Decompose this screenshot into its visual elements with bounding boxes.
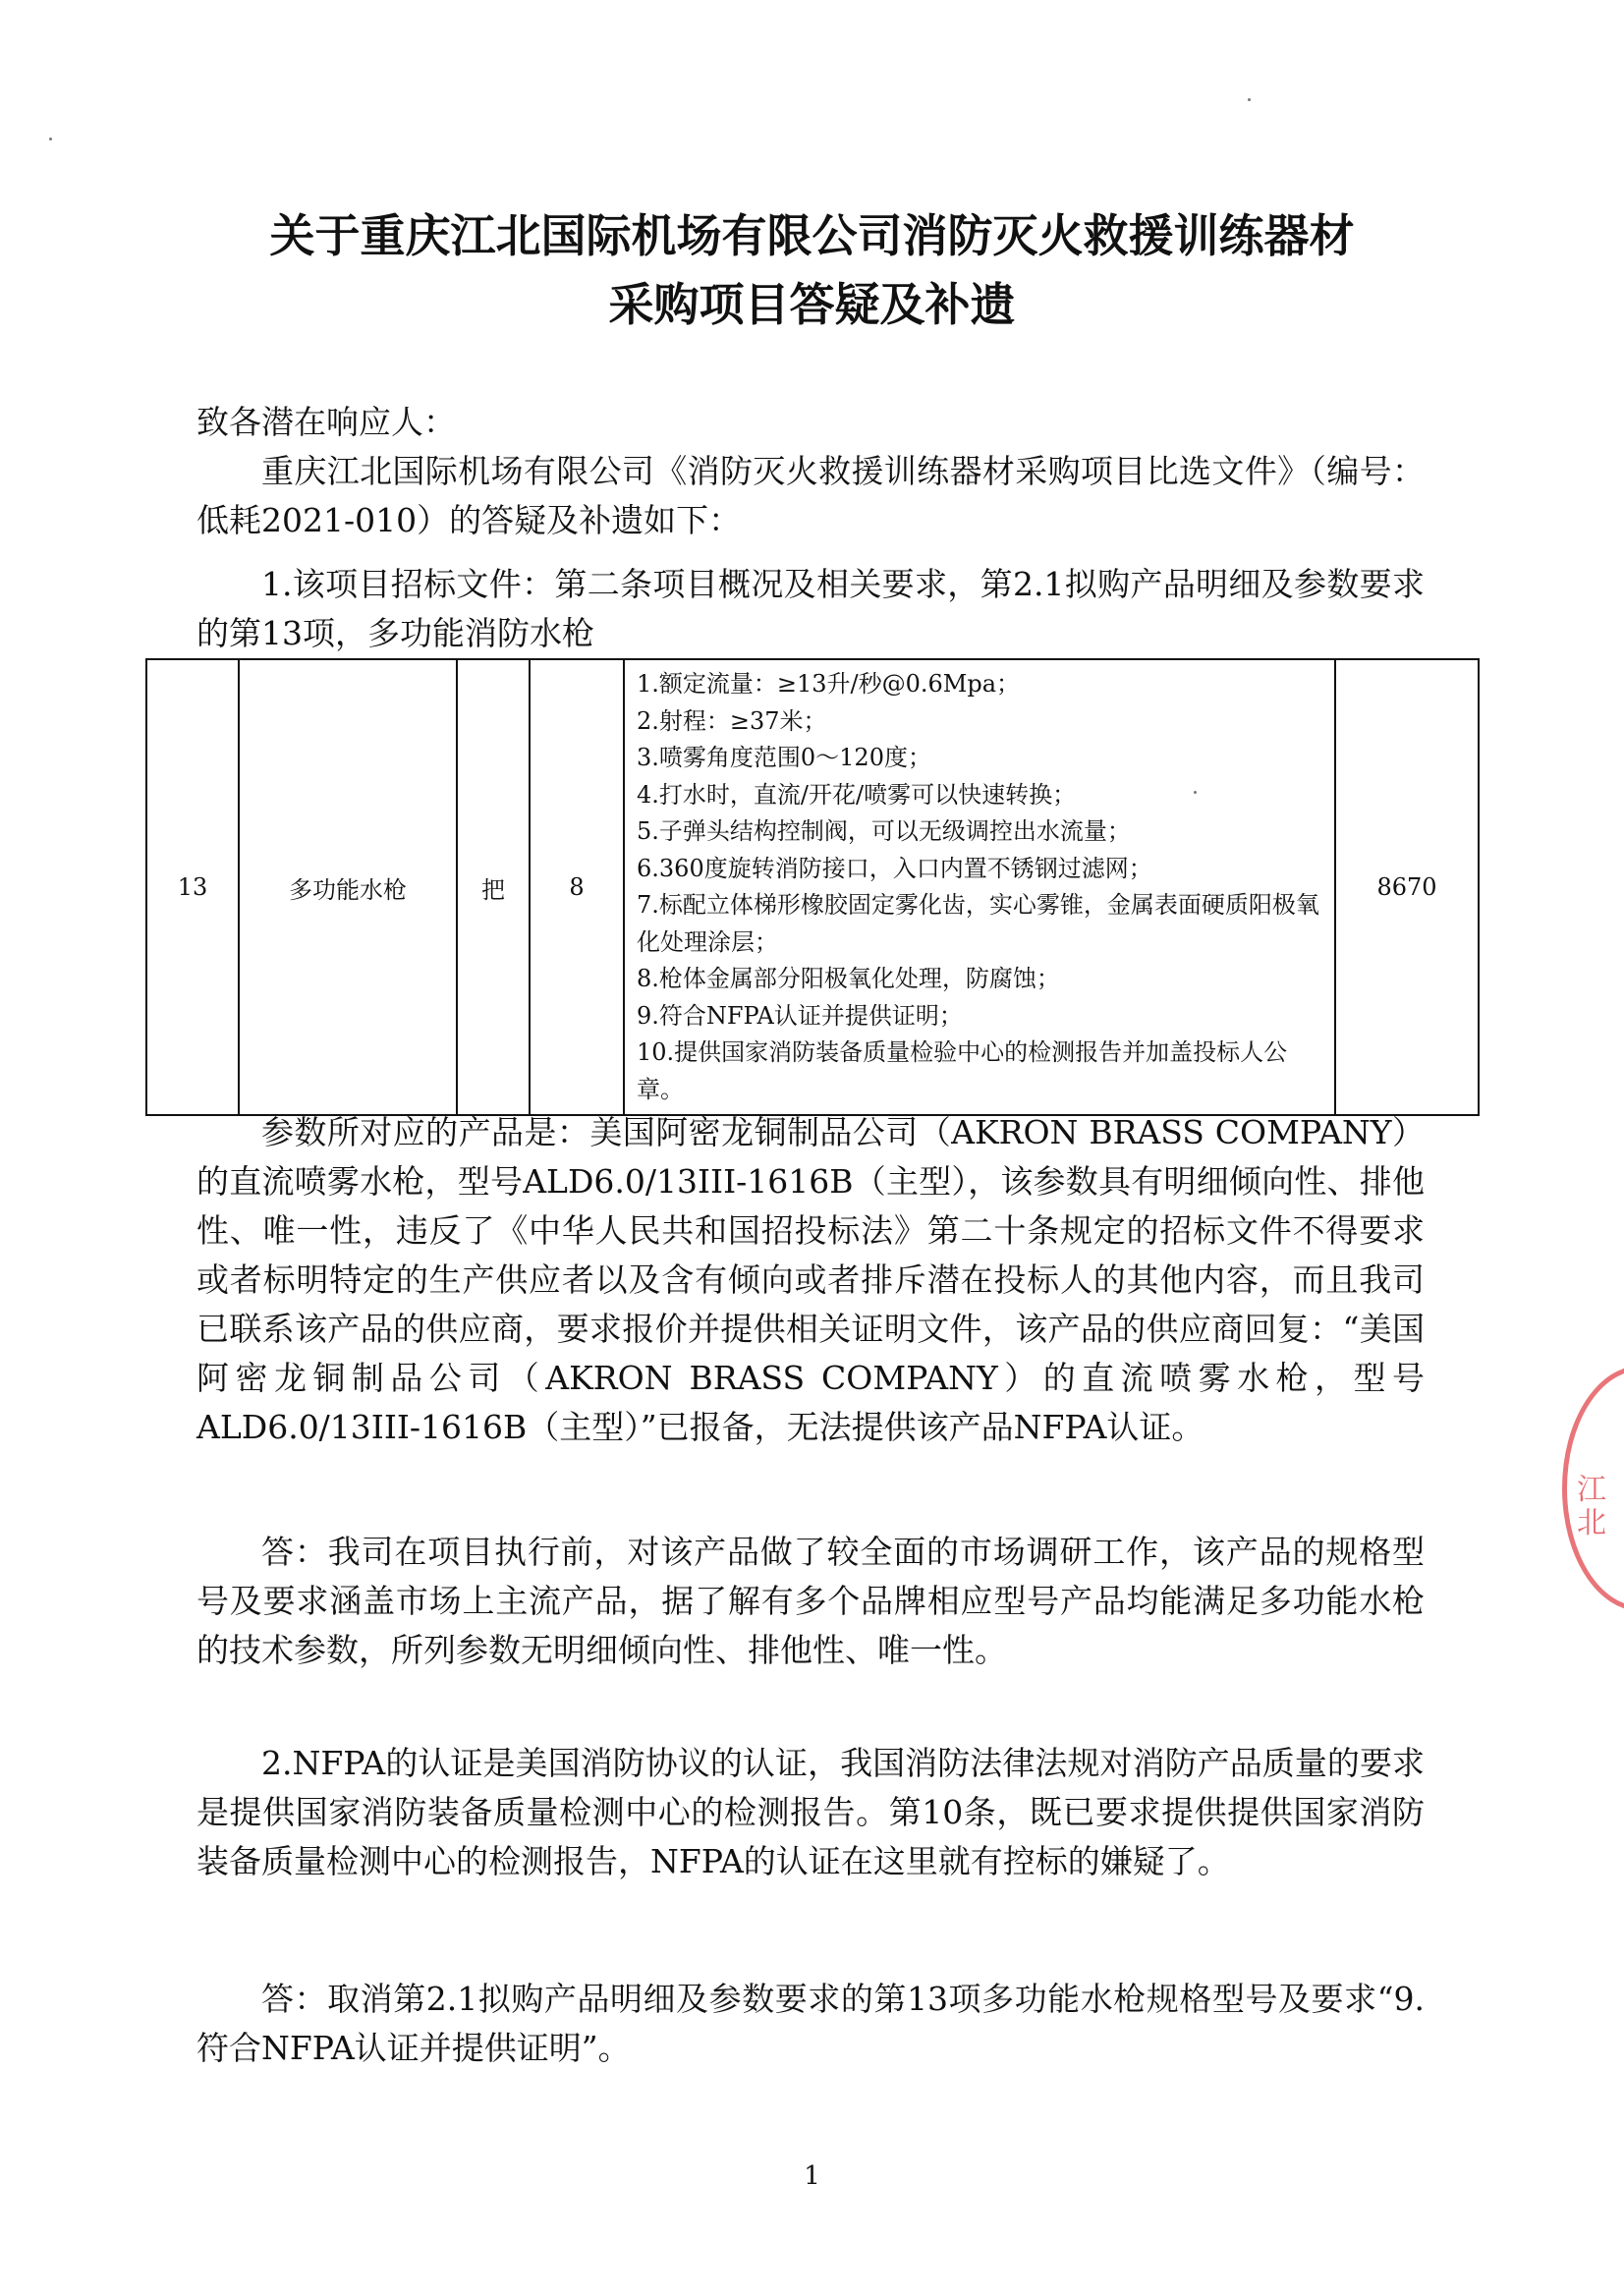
item-name-cell: 多功能水枪 bbox=[239, 659, 457, 1115]
spec-table bbox=[145, 658, 1480, 1116]
intro-paragraph: 重庆江北国际机场有限公司《消防灭火救援训练器材采购项目比选文件》（编号：低耗2021-010）的答疑及补遗如下： bbox=[196, 452, 1425, 539]
official-seal-text: 江北 bbox=[1577, 1473, 1606, 1540]
requirement-item: 1.额定流量：≥13升/秒@0.6Mpa； bbox=[637, 670, 1021, 698]
requirement-item: 5.子弹头结构控制阀，可以无级调控出水流量； bbox=[637, 817, 1131, 845]
unit-cell: 把 bbox=[457, 659, 530, 1115]
requirement-item: 2.射程：≥37米； bbox=[637, 706, 827, 735]
requirement-item: 6.360度旋转消防接口，入口内置不锈钢过滤网； bbox=[637, 854, 1152, 882]
scan-speck bbox=[49, 138, 52, 140]
answer-1: 答：我司在项目执行前，对该产品做了较全面的市场调研工作，该产品的规格型号及要求涵盖市场上主流产品，据了解有多个品牌相应型号产品均能满足多功能水枪的技术参数，所列参数无明细倾向性、排他性、唯一性。 bbox=[196, 1533, 1425, 1669]
scan-speck bbox=[1248, 98, 1251, 101]
salutation: 致各潜在响应人： bbox=[196, 403, 456, 441]
item-number-cell: 13 bbox=[146, 659, 239, 1115]
document-title-line-1: 关于重庆江北国际机场有限公司消防灭火救援训练器材 bbox=[269, 209, 1355, 262]
question-1: 1.该项目招标文件：第二条项目概况及相关要求，第2.1拟购产品明细及参数要求的第13项，多功能消防水枪 bbox=[196, 565, 1425, 652]
requirement-item: 4.打水时，直流/开花/喷雾可以快速转换； bbox=[637, 780, 1077, 809]
document-title-line-2: 采购项目答疑及补遗 bbox=[608, 278, 1016, 331]
question-1-body: 参数所对应的产品是：美国阿密龙铜制品公司（AKRON BRASS COMPANY）的直流喷雾水枪，型号ALD6.0/13III-1616B（主型），该参数具有明细倾向性、排他性、唯一性，违反了《中华人民共和国招投标法》第二十条规定的招标文件不得要求或者标明特定的生产供应者以及含有倾向或者排斥潜在投标人的其他内容，而且我司已联系该产品的供应商，要求报价并提供相关证明文件，该产品的供应商回复：“美国阿密龙铜制品公司（AKRON BRASS COMPANY）的直流喷雾水枪，型号ALD6.0/13III-1616B（主型）”已报备，无法提供该产品NFPA认证。 bbox=[196, 1113, 1425, 1446]
scan-speck bbox=[1194, 791, 1197, 794]
table-row bbox=[146, 659, 1479, 1115]
requirement-item: 3.喷雾角度范围0～120度； bbox=[637, 744, 931, 771]
requirements-cell bbox=[624, 659, 1335, 1115]
answer-2: 答：取消第2.1拟购产品明细及参数要求的第13项多功能水枪规格型号及要求“9.符合NFPA认证并提供证明”。 bbox=[196, 1980, 1425, 2067]
requirement-item: 7.标配立体梯形橡胶固定雾化齿，实心雾锥，金属表面硬质阳极氧化处理涂层； bbox=[637, 891, 1319, 956]
requirement-item: 10.提供国家消防装备质量检验中心的检测报告并加盖投标人公章。 bbox=[637, 1038, 1288, 1103]
requirement-item: 8.枪体金属部分阳极氧化处理，防腐蚀； bbox=[637, 965, 1060, 992]
page-number: 1 bbox=[804, 2161, 820, 2191]
requirement-item: 9.符合NFPA认证并提供证明； bbox=[637, 1001, 963, 1030]
question-2: 2.NFPA的认证是美国消防协议的认证，我国消防法律法规对消防产品质量的要求是提供国家消防装备质量检测中心的检测报告。第10条，既已要求提供提供国家消防装备质量检测中心的检测报告，NFPA的认证在这里就有控标的嫌疑了。 bbox=[196, 1744, 1425, 1880]
price-cell: 8670 bbox=[1335, 659, 1479, 1115]
quantity-cell: 8 bbox=[530, 659, 624, 1115]
